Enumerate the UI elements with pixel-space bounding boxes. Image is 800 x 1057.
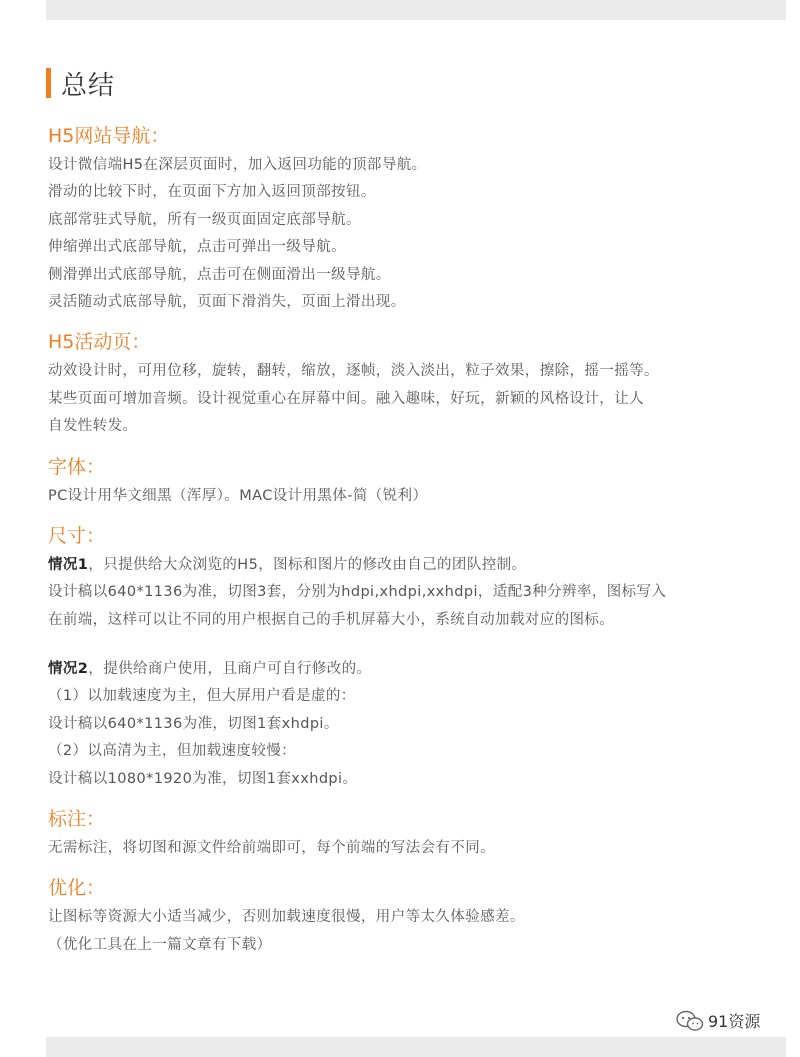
bottom-divider-bar: [46, 1037, 786, 1057]
paragraph-line: （1）以加载速度为主，但大屏用户看是虚的：: [48, 688, 356, 705]
paragraph-line: PC设计用华文细黑（浑厚）。MAC设计用黑体-简（锐利）: [48, 487, 428, 504]
paragraph-line: 灵活随动式底部导航，页面下滑消失，页面上滑出现。: [48, 293, 406, 310]
section-h5-activity: [48, 328, 778, 440]
paragraph-line: 设计稿以640*1136为准，切图1套xhdpi。: [48, 715, 339, 732]
paragraph-line: 动效设计时，可用位移，旋转，翻转，缩放，逐帧，淡入淡出，粒子效果，擦除，摇一摇等。: [48, 363, 659, 380]
paragraph-line: 让图标等资源大小适当减少，否则加载速度很慢，用户等太久体验感差。: [48, 909, 525, 926]
paragraph-line: 自发性转发。: [48, 418, 138, 435]
section-heading: 标注：: [48, 808, 106, 831]
paragraph-line: 侧滑弹出式底部导航，点击可在侧面滑出一级导航。: [48, 266, 391, 283]
case1-line: [48, 552, 778, 579]
watermark: [676, 1009, 760, 1032]
case1-label: 情况1: [48, 556, 89, 573]
paragraph-line: 设计微信端H5在深层页面时，加入返回功能的顶部导航。: [48, 157, 427, 173]
page-title: [46, 66, 115, 100]
paragraph-line: 设计稿以640*1136为准，切图3套，分别为hdpi,xhdpi,xxhdpi，适配3种分辨率，图标写入: [48, 584, 667, 601]
paragraph-line: 设计稿以1080*1920为准，切图1套xxhdpi。: [48, 770, 358, 787]
section-annotation: [48, 805, 778, 862]
watermark-text: 91资源: [708, 1012, 761, 1031]
wechat-icon: [676, 1010, 704, 1032]
blank-line: [48, 634, 778, 656]
section-optimize: [48, 874, 778, 959]
section-size: [48, 522, 778, 793]
paragraph-line: 滑动的比较下时，在页面下方加入返回顶部按钮。: [48, 184, 376, 201]
case2-text: ，提供给商户使用，且商户可自行修改的。: [88, 661, 372, 678]
section-heading: H5网站导航：: [48, 125, 170, 147]
paragraph-line: 伸缩弹出式底部导航，点击可弹出一级导航。: [48, 239, 346, 256]
article-content: [48, 122, 778, 971]
section-heading: 字体：: [48, 455, 106, 478]
section-heading: 优化：: [48, 877, 106, 900]
section-h5-nav: [48, 122, 778, 316]
case1-text: ，只提供给大众浏览的H5，图标和图片的修改由自己的团队控制。: [88, 556, 527, 573]
section-heading: H5活动页：: [48, 331, 151, 354]
paragraph-line: （2）以高清为主，但加载速度较慢：: [48, 743, 297, 760]
title-accent-mark: [46, 68, 51, 98]
section-heading: 尺寸：: [48, 524, 106, 547]
paragraph-line: 某些页面可增加音频。设计视觉重心在屏幕中间。融入趣味，好玩，新颖的风格设计，让人: [48, 390, 644, 407]
page-title-text: 总结: [61, 70, 116, 101]
paragraph-line: （优化工具在上一篇文章有下载）: [48, 936, 272, 953]
paragraph-line: 在前端，这样可以让不同的用户根据自己的手机屏幕大小，系统自动加载对应的图标。: [48, 611, 615, 628]
paragraph-line: 底部常驻式导航，所有一级页面固定底部导航。: [48, 211, 361, 228]
case2-label: 情况2: [48, 661, 89, 678]
top-divider-bar: [46, 0, 786, 20]
paragraph-line: 无需标注，将切图和源文件给前端即可，每个前端的写法会有不同。: [48, 840, 495, 857]
section-font: [48, 453, 778, 510]
case2-line: [48, 656, 778, 683]
